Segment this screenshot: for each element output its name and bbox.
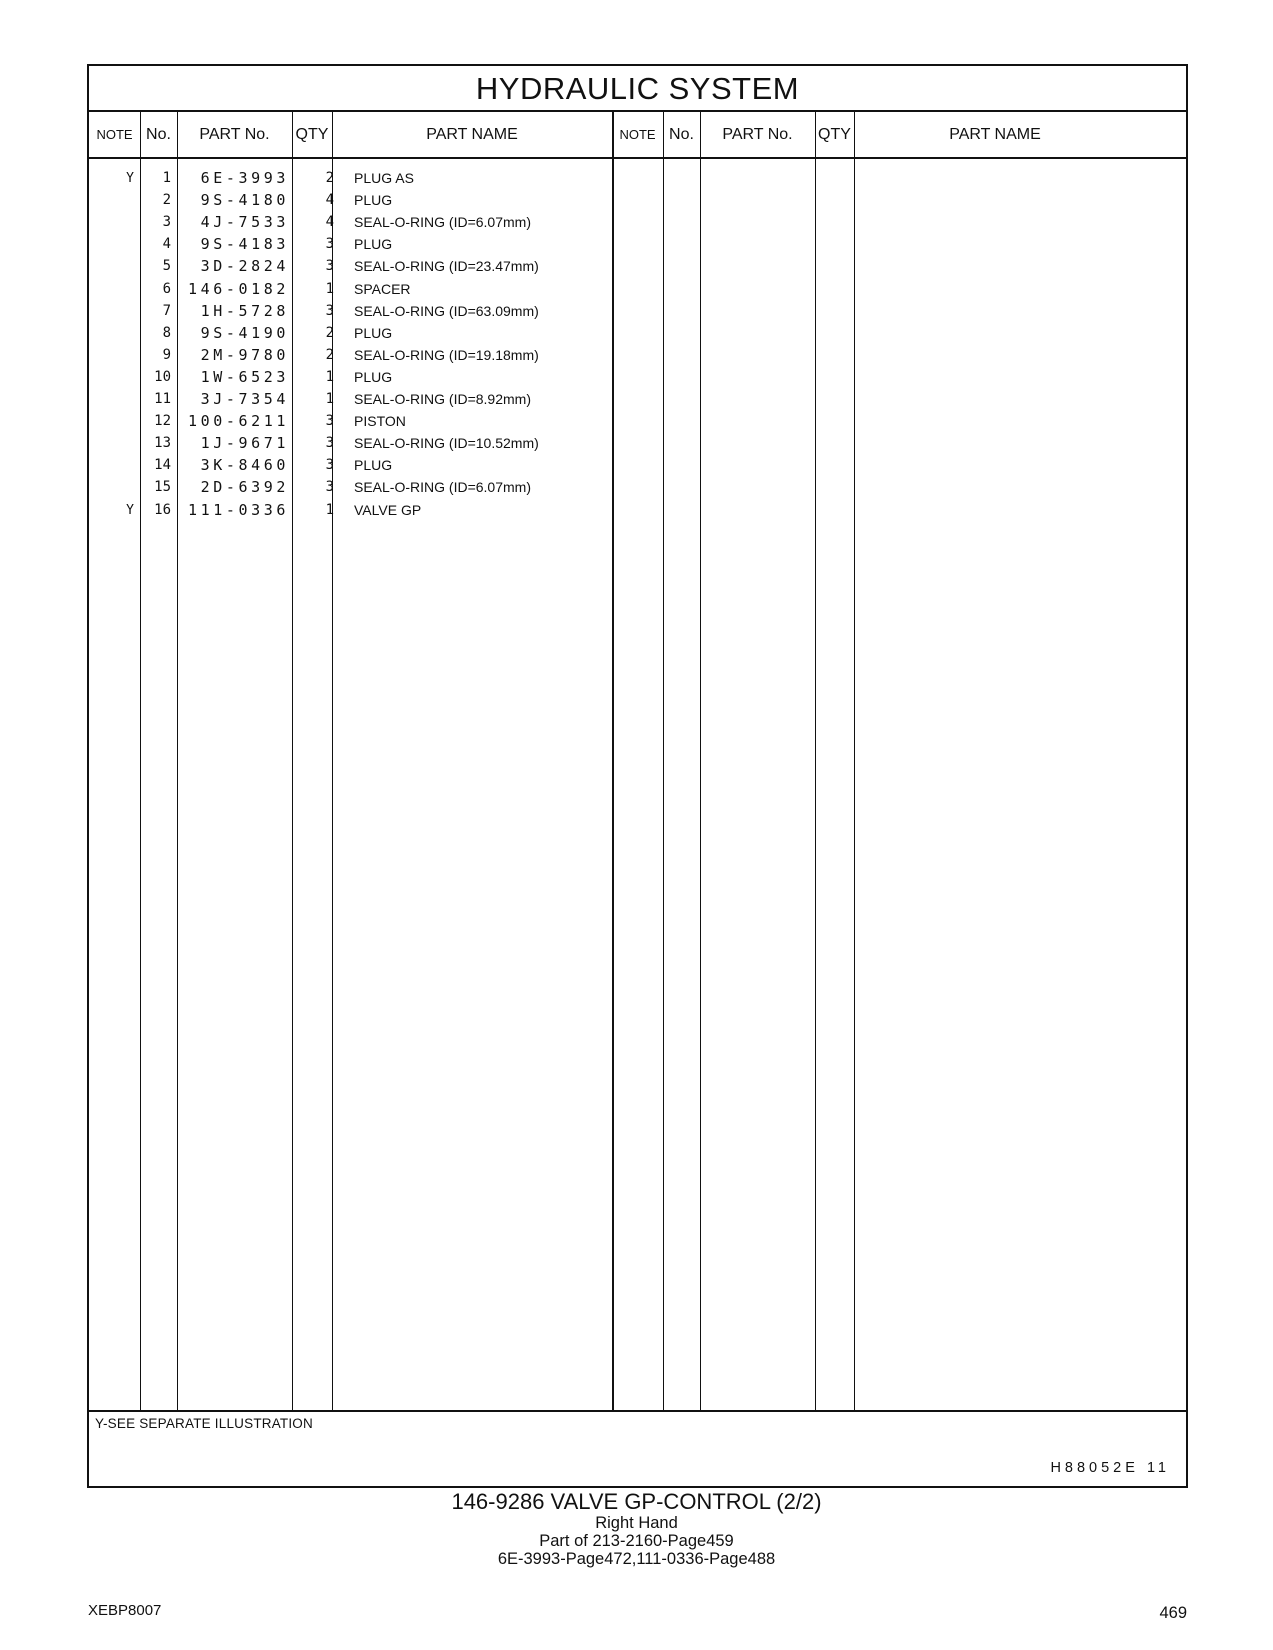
section-title: HYDRAULIC SYSTEM xyxy=(89,66,1186,112)
row-qty: 2 xyxy=(325,324,334,341)
caption-line: 6E-3993-Page472,111-0336-Page488 xyxy=(497,1550,776,1568)
row-part-no: 100-6211 xyxy=(187,412,289,431)
row-part-name: PLUG xyxy=(354,192,393,209)
row-item-no: 1 xyxy=(162,170,171,186)
row-part-no: 3J-7354 xyxy=(200,390,289,408)
row-qty: 4 xyxy=(325,192,334,209)
row-qty: 4 xyxy=(325,214,334,231)
table-row xyxy=(89,454,1186,477)
table-row xyxy=(89,476,1186,499)
table-row xyxy=(89,366,1186,389)
caption-title: 146-9286 VALVE GP-CONTROL (2/2) xyxy=(451,1489,822,1514)
header-part-no: PART No. xyxy=(199,126,270,143)
row-part-no: 2D-6392 xyxy=(200,478,289,497)
row-part-no: 146-0182 xyxy=(187,279,289,298)
row-item-no: 9 xyxy=(162,346,171,363)
row-item-no: 10 xyxy=(154,368,171,385)
row-part-name: SEAL-O-RING (ID=6.07mm) xyxy=(354,479,531,496)
row-part-name: SEAL-O-RING (ID=6.07mm) xyxy=(354,214,531,231)
header-note-right: NOTE xyxy=(619,127,656,142)
header-no: No. xyxy=(146,126,171,143)
row-item-no: 2 xyxy=(162,192,171,209)
header-part-no-right: PART No. xyxy=(722,126,793,143)
table-row xyxy=(89,278,1186,301)
row-part-no: 9S-4180 xyxy=(200,191,289,210)
caption-line: Right Hand xyxy=(595,1514,678,1532)
row-part-no: 1H-5728 xyxy=(200,301,289,320)
row-item-no: 8 xyxy=(162,324,171,341)
row-qty: 3 xyxy=(325,457,334,474)
row-item-no: 15 xyxy=(154,479,171,496)
page-number: 469 xyxy=(1159,1604,1187,1622)
table-row xyxy=(89,499,1186,522)
row-part-name: PISTON xyxy=(354,413,406,430)
row-item-no: 14 xyxy=(154,457,171,474)
table-row xyxy=(89,432,1186,455)
parts-list-frame xyxy=(87,64,1188,1488)
row-part-name: SEAL-O-RING (ID=19.18mm) xyxy=(354,346,539,363)
row-part-name: PLUG xyxy=(354,368,393,385)
footnote: Y-SEE SEPARATE ILLUSTRATION xyxy=(95,1416,313,1431)
row-note: Y xyxy=(126,502,134,518)
row-qty: 3 xyxy=(325,413,334,430)
table-row xyxy=(89,211,1186,234)
row-part-no: 3D-2824 xyxy=(200,257,289,276)
row-qty: 1 xyxy=(325,280,334,297)
table-row xyxy=(89,322,1186,345)
row-item-no: 3 xyxy=(162,214,171,231)
row-item-no: 4 xyxy=(162,236,171,253)
row-part-no: 9S-4183 xyxy=(200,235,289,254)
table-row xyxy=(89,344,1186,367)
header-no-right: No. xyxy=(669,126,694,143)
row-part-no: 1W-6523 xyxy=(200,367,289,386)
row-part-name: PLUG xyxy=(354,236,393,253)
row-item-no: 11 xyxy=(154,391,171,407)
row-item-no: 6 xyxy=(162,280,171,297)
row-part-name: PLUG xyxy=(354,324,393,341)
row-item-no: 13 xyxy=(154,435,171,452)
row-part-no: 4J-7533 xyxy=(200,213,289,232)
row-note: Y xyxy=(126,171,134,186)
row-part-name: SEAL-O-RING (ID=10.52mm) xyxy=(354,435,539,452)
row-qty: 1 xyxy=(325,368,334,385)
header-divider xyxy=(89,157,1186,159)
row-part-no: 2M-9780 xyxy=(200,345,289,364)
row-part-name: SEAL-O-RING (ID=8.92mm) xyxy=(354,391,531,407)
table-row xyxy=(89,233,1186,256)
table-row xyxy=(89,255,1186,278)
header-part-name-right: PART NAME xyxy=(949,126,1041,143)
row-item-no: 7 xyxy=(162,302,171,319)
row-qty: 2 xyxy=(325,170,334,186)
header-note: NOTE xyxy=(96,127,133,142)
row-part-no: 3K-8460 xyxy=(200,456,289,475)
table-row xyxy=(89,167,1186,190)
row-qty: 3 xyxy=(325,258,334,275)
row-qty: 3 xyxy=(325,236,334,253)
row-qty: 3 xyxy=(325,479,334,496)
caption-line: Part of 213-2160-Page459 xyxy=(539,1532,734,1550)
row-part-name: VALVE GP xyxy=(354,501,422,518)
table-row xyxy=(89,189,1186,212)
row-qty: 3 xyxy=(325,435,334,452)
header-part-name: PART NAME xyxy=(426,126,518,143)
header-qty: QTY xyxy=(295,126,329,143)
row-part-no: 111-0336 xyxy=(187,500,289,519)
row-qty: 3 xyxy=(325,302,334,319)
table-row xyxy=(89,410,1186,433)
row-item-no: 16 xyxy=(154,501,171,518)
row-qty: 1 xyxy=(325,391,334,407)
table-row xyxy=(89,300,1186,323)
illustration-reference: H88052E 11 xyxy=(1050,1460,1170,1476)
row-part-no: 1J-9671 xyxy=(200,434,289,453)
row-part-name: PLUG AS xyxy=(354,170,414,186)
row-item-no: 5 xyxy=(162,258,171,275)
document-id: XEBP8007 xyxy=(88,1602,162,1619)
row-part-name: SEAL-O-RING (ID=23.47mm) xyxy=(354,258,539,275)
row-part-name: SEAL-O-RING (ID=63.09mm) xyxy=(354,302,539,319)
row-part-name: SPACER xyxy=(354,280,411,297)
row-part-no: 6E-3993 xyxy=(200,169,289,187)
table-row xyxy=(89,388,1186,411)
row-qty: 1 xyxy=(325,501,334,518)
row-part-name: PLUG xyxy=(354,457,393,474)
header-qty-right: QTY xyxy=(818,126,851,143)
row-item-no: 12 xyxy=(154,413,171,430)
table-bottom-divider xyxy=(89,1410,1186,1412)
row-part-no: 9S-4190 xyxy=(200,323,289,342)
row-qty: 2 xyxy=(325,346,334,363)
